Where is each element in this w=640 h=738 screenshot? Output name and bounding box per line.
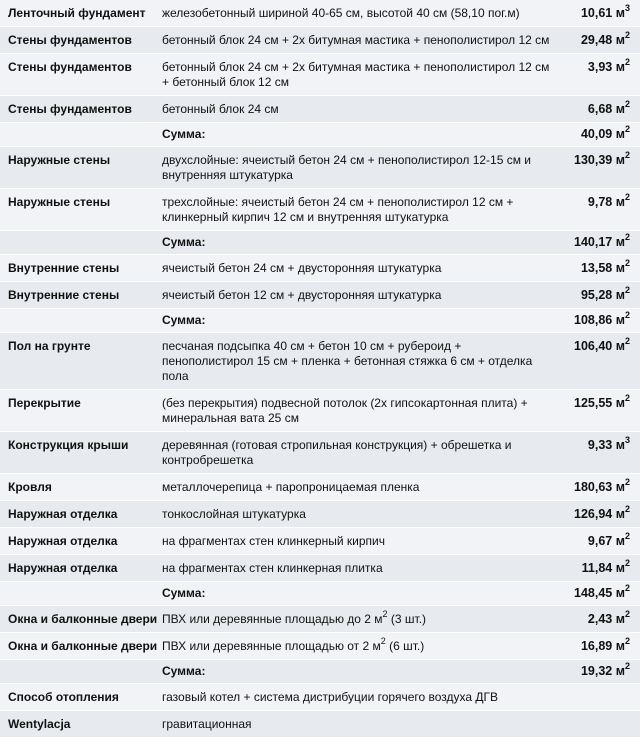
element-description	[158, 633, 556, 660]
table-row	[0, 147, 640, 189]
unit-exponent: 2	[624, 635, 630, 646]
unit-exponent: 2	[624, 191, 630, 202]
table-row	[0, 390, 640, 432]
sum-label: Сумма:	[158, 660, 556, 684]
value-number: 10,61 м	[580, 6, 625, 20]
element-name: Перекрытие	[0, 390, 158, 432]
element-description: железобетонный шириной 40-65 см, высотой 40 см (58,10 пог.м)	[158, 0, 556, 27]
unit-exponent: 2	[624, 309, 630, 320]
element-value	[556, 390, 640, 432]
value-number: 11,84 м	[581, 561, 625, 575]
element-description: трехслойные: ячеистый бетон 24 см + пенополистирол 12 см + клинкерный кирпич 12 см и внутренняя штукатурка	[158, 189, 556, 231]
element-name	[0, 123, 158, 147]
element-description: бетонный блок 24 см	[158, 96, 556, 123]
sum-row	[0, 660, 640, 684]
element-value	[556, 0, 640, 27]
unit-exponent: 2	[624, 476, 630, 487]
unit-exponent: 2	[624, 608, 630, 619]
element-name	[0, 582, 158, 606]
element-name: Окна и балконные двери	[0, 606, 158, 633]
value-number: 19,32 м	[580, 664, 625, 678]
table-row	[0, 282, 640, 309]
element-name: Стены фундаментов	[0, 54, 158, 96]
description-text-tail: (3 шт.)	[387, 612, 427, 626]
unit-exponent: 2	[382, 609, 388, 619]
value-number: 130,39 м	[574, 153, 625, 167]
table-row	[0, 333, 640, 390]
sum-row	[0, 309, 640, 333]
element-name: Пол на грунте	[0, 333, 158, 390]
value-number: 106,40 м	[574, 339, 625, 353]
element-value	[556, 189, 640, 231]
element-value	[556, 555, 640, 582]
element-name: Конструкция крыши	[0, 432, 158, 474]
table-row	[0, 96, 640, 123]
table-row	[0, 27, 640, 54]
element-description: на фрагментах стен клинкерный кирпич	[158, 528, 556, 555]
element-name: Наружная отделка	[0, 528, 158, 555]
element-value	[556, 528, 640, 555]
element-description: бетонный блок 24 см + 2х битумная мастика + пенополистирол 12 см + бетонный блок 12 см	[158, 54, 556, 96]
sum-label: Сумма:	[158, 582, 556, 606]
value-number: 29,48 м	[580, 33, 625, 47]
table-row	[0, 0, 640, 27]
sum-label: Сумма:	[158, 123, 556, 147]
element-name	[0, 231, 158, 255]
unit-exponent: 2	[624, 557, 630, 568]
unit-exponent: 2	[624, 530, 630, 541]
element-name: Наружные стены	[0, 147, 158, 189]
description-text-tail: (6 шт.)	[385, 639, 425, 653]
value-number: 16,89 м	[580, 639, 625, 653]
value-number: 108,86 м	[574, 313, 625, 327]
value-number: 126,94 м	[574, 507, 625, 521]
table-row	[0, 633, 640, 660]
table-row	[0, 432, 640, 474]
sum-row	[0, 123, 640, 147]
unit-exponent: 2	[624, 257, 630, 268]
element-description: деревянная (готовая стропильная конструкция) + обрешетка и контробрешетка	[158, 432, 556, 474]
unit-exponent: 2	[380, 636, 386, 646]
sum-value	[556, 660, 640, 684]
element-description: газовый котел + система дистрибуции горячего воздуха ДГВ	[158, 684, 556, 711]
element-value	[556, 282, 640, 309]
value-number: 95,28 м	[580, 288, 625, 302]
sum-value	[556, 582, 640, 606]
value-number: 148,45 м	[574, 586, 625, 600]
element-description: ячеистый бетон 12 см + двусторонняя штукатурка	[158, 282, 556, 309]
unit-exponent: 2	[624, 503, 630, 514]
element-value	[556, 474, 640, 501]
sum-value	[556, 309, 640, 333]
unit-exponent: 2	[624, 123, 630, 134]
element-description: двухслойные: ячеистый бетон 24 см + пенополистирол 12-15 см и внутренняя штукатурка	[158, 147, 556, 189]
element-name: Наружная отделка	[0, 555, 158, 582]
description-text: ПВХ или деревянные площадью до 2 м	[162, 612, 383, 626]
element-name: Внутренние стены	[0, 255, 158, 282]
element-value	[556, 54, 640, 96]
element-description	[158, 606, 556, 633]
element-value	[556, 432, 640, 474]
element-name: Внутренние стены	[0, 282, 158, 309]
element-value	[556, 633, 640, 660]
value-number: 9,33 м	[587, 438, 625, 452]
unit-exponent: 2	[624, 231, 630, 242]
sum-row	[0, 582, 640, 606]
element-name: Способ отопления	[0, 684, 158, 711]
element-value	[556, 606, 640, 633]
element-name	[0, 660, 158, 684]
sum-value	[556, 231, 640, 255]
sum-row	[0, 231, 640, 255]
element-value	[556, 147, 640, 189]
unit-exponent: 2	[624, 149, 630, 160]
value-number: 3,93 м	[587, 60, 625, 74]
element-description: (без перекрытия) подвесной потолок (2х гипсокартонная плита) + минеральная вата 25 см	[158, 390, 556, 432]
table-row	[0, 501, 640, 528]
element-name: Наружные стены	[0, 189, 158, 231]
table-row	[0, 684, 640, 711]
unit-exponent: 3	[624, 2, 630, 13]
element-name	[0, 309, 158, 333]
unit-exponent: 2	[624, 392, 630, 403]
element-value	[556, 27, 640, 54]
element-name: Ленточный фундамент	[0, 0, 158, 27]
unit-exponent: 2	[624, 98, 630, 109]
unit-exponent: 3	[624, 434, 630, 445]
element-name: Кровля	[0, 474, 158, 501]
element-description: бетонный блок 24 см + 2х битумная мастика + пенополистирол 12 см	[158, 27, 556, 54]
unit-exponent: 2	[624, 29, 630, 40]
sum-label: Сумма:	[158, 231, 556, 255]
value-number: 6,68 м	[587, 102, 625, 116]
element-name: Стены фундаментов	[0, 27, 158, 54]
table-row	[0, 555, 640, 582]
unit-exponent: 2	[624, 56, 630, 67]
element-description: металлочерепица + паропроницаемая пленка	[158, 474, 556, 501]
description-text: ПВХ или деревянные площадью от 2 м	[162, 639, 381, 653]
unit-exponent: 2	[624, 582, 630, 593]
table-row	[0, 711, 640, 738]
value-number: 9,78 м	[587, 195, 625, 209]
element-name: Наружная отделка	[0, 501, 158, 528]
value-number: 140,17 м	[574, 235, 625, 249]
value-number: 40,09 м	[580, 127, 625, 141]
element-value	[556, 711, 640, 738]
table-row	[0, 528, 640, 555]
element-value	[556, 684, 640, 711]
table-row	[0, 54, 640, 96]
table-row	[0, 474, 640, 501]
element-value	[556, 333, 640, 390]
element-description: ячеистый бетон 24 см + двусторонняя штукатурка	[158, 255, 556, 282]
element-value	[556, 96, 640, 123]
value-number: 13,58 м	[580, 261, 625, 275]
unit-exponent: 2	[624, 284, 630, 295]
value-number: 9,67 м	[587, 534, 625, 548]
element-name: Окна и балконные двери	[0, 633, 158, 660]
sum-label: Сумма:	[158, 309, 556, 333]
sum-value	[556, 123, 640, 147]
element-name: Wentylacja	[0, 711, 158, 738]
element-value	[556, 255, 640, 282]
element-value	[556, 501, 640, 528]
value-number: 125,55 м	[574, 396, 625, 410]
unit-exponent: 2	[624, 335, 630, 346]
value-number: 2,43 м	[587, 612, 625, 626]
unit-exponent: 2	[624, 660, 630, 671]
element-description: гравитационная	[158, 711, 556, 738]
value-number: 180,63 м	[574, 480, 625, 494]
table-row	[0, 255, 640, 282]
element-description: тонкослойная штукатурка	[158, 501, 556, 528]
element-description: песчаная подсыпка 40 см + бетон 10 см + рубероид + пенополистирол 15 см + пленка + бетонная стяжка 6 см + отделка пола	[158, 333, 556, 390]
table-row	[0, 189, 640, 231]
element-name: Стены фундаментов	[0, 96, 158, 123]
element-description: на фрагментах стен клинкерная плитка	[158, 555, 556, 582]
table-row	[0, 606, 640, 633]
